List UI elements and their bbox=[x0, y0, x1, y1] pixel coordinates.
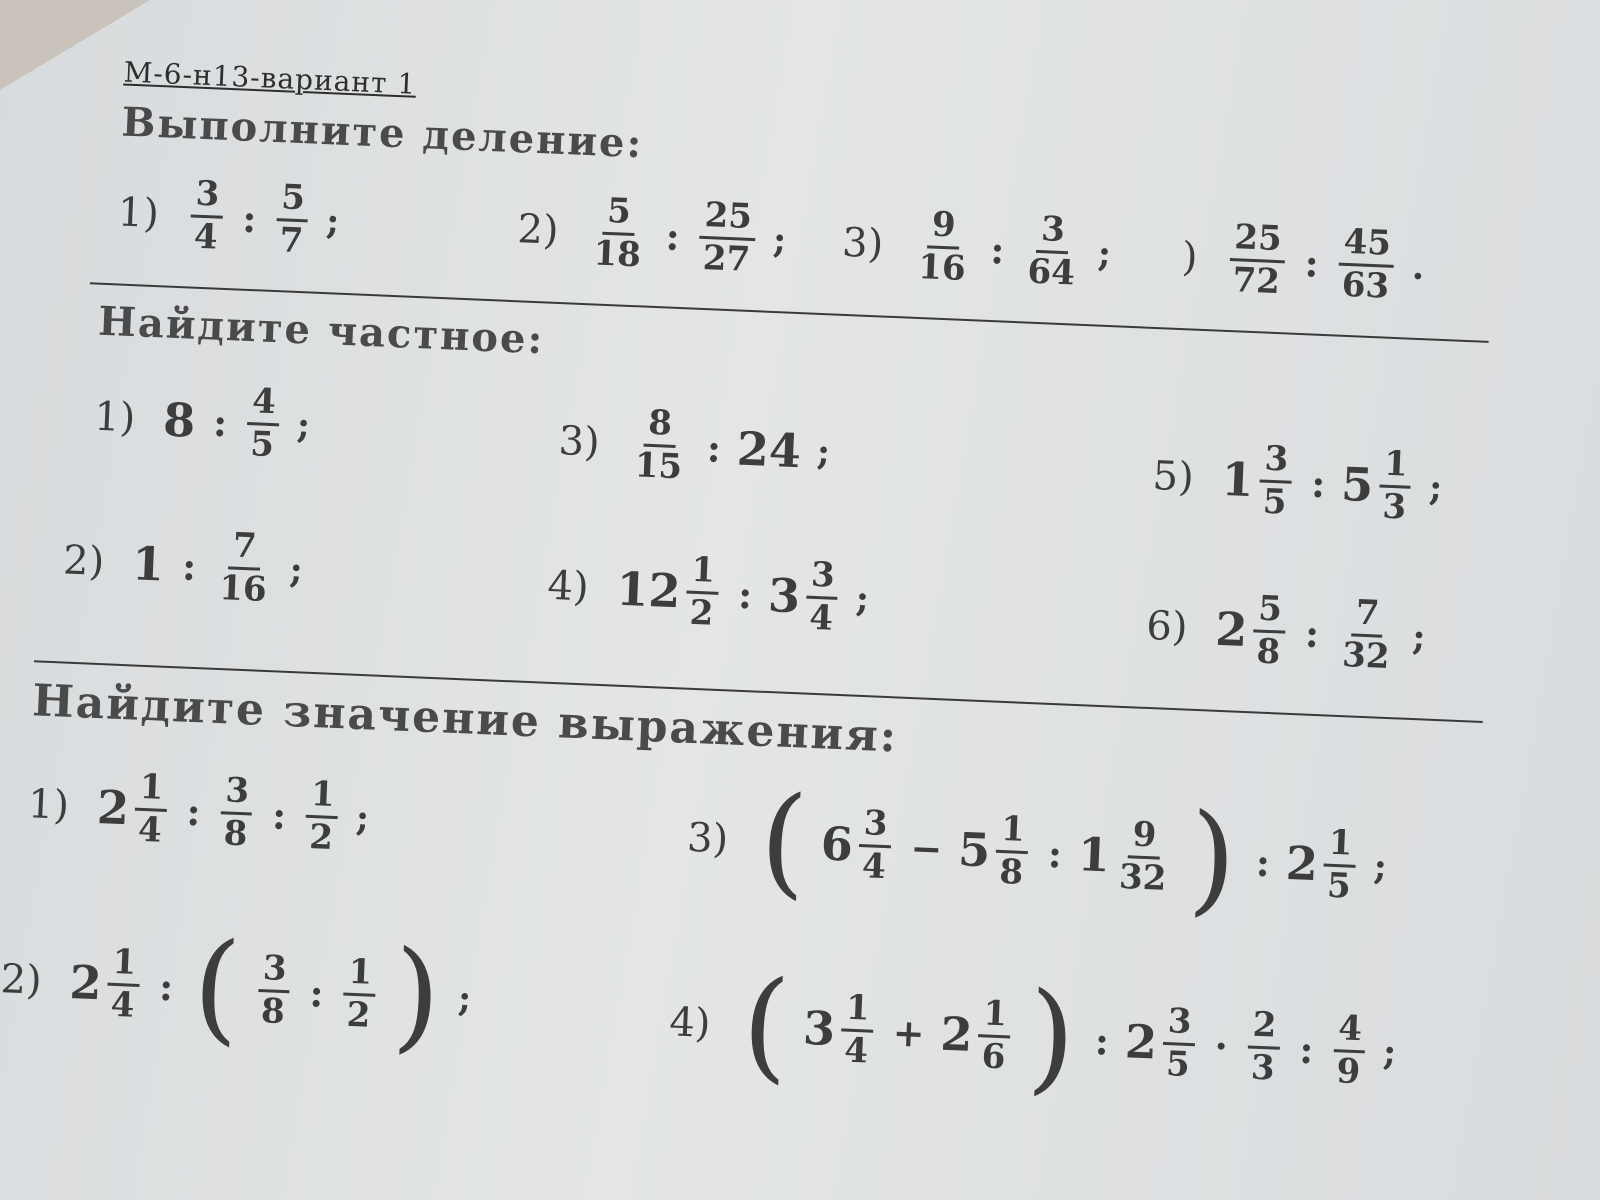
math-part: 7 bbox=[228, 528, 261, 570]
math-part: 12 bbox=[615, 561, 682, 619]
problem-number: 3) bbox=[557, 418, 601, 466]
math-part: 16 bbox=[218, 567, 268, 610]
math-part: 3 bbox=[1036, 212, 1069, 254]
mixed-number bbox=[957, 810, 1034, 891]
math-part: 16 bbox=[917, 246, 967, 289]
whole-number: 24 bbox=[735, 421, 803, 479]
mixed-number bbox=[819, 804, 896, 885]
math-part: 5 bbox=[1261, 481, 1288, 523]
mixed-number bbox=[939, 994, 1016, 1075]
math-part: 2 bbox=[1214, 601, 1249, 658]
problem-number: 3) bbox=[841, 219, 885, 268]
math-part bbox=[840, 987, 875, 1072]
math-part: 4 bbox=[137, 809, 163, 851]
math-part: 1 bbox=[1379, 447, 1412, 489]
mixed-number bbox=[1284, 824, 1361, 905]
mixed-number bbox=[615, 550, 724, 633]
operator: + bbox=[891, 1009, 926, 1056]
punctuation: . bbox=[1411, 245, 1426, 289]
operator: : bbox=[1298, 1026, 1315, 1072]
math-part: 2 bbox=[1248, 1007, 1281, 1049]
math-part: 1 bbox=[135, 770, 168, 812]
math-part: 8 bbox=[260, 990, 286, 1032]
operator: : bbox=[1303, 239, 1320, 286]
operator: : bbox=[212, 399, 229, 445]
variant-code: М-6-н13-вариант 1 bbox=[123, 55, 417, 101]
operator: : bbox=[241, 195, 258, 241]
fraction bbox=[342, 951, 377, 1036]
math-part: 2 bbox=[1123, 1014, 1159, 1070]
math-part bbox=[1322, 822, 1357, 907]
fraction bbox=[246, 381, 281, 465]
problem-number: 4) bbox=[546, 562, 590, 611]
math-part: 2 bbox=[345, 994, 372, 1036]
problem-number: 1) bbox=[27, 781, 70, 830]
math-part: 4 bbox=[861, 845, 887, 887]
problem-number: 6) bbox=[1145, 603, 1189, 651]
math-part: 2 bbox=[308, 816, 334, 858]
punctuation: ; bbox=[288, 549, 304, 592]
worksheet-content bbox=[0, 40, 1519, 1200]
quotient-problem-1 bbox=[93, 378, 312, 465]
math-part bbox=[977, 993, 1012, 1077]
math-part: 7 bbox=[1351, 595, 1384, 637]
math-part: 5 bbox=[1165, 1043, 1191, 1085]
fraction bbox=[589, 190, 648, 276]
problem-number: ) bbox=[1180, 234, 1199, 281]
math-part bbox=[805, 554, 840, 639]
math-part bbox=[1114, 814, 1173, 899]
math-part: 2 bbox=[939, 1006, 974, 1062]
math-part: 8 bbox=[998, 851, 1024, 893]
math-part: 5 bbox=[602, 194, 635, 236]
math-part: 3 bbox=[1250, 1047, 1276, 1089]
fraction bbox=[305, 774, 340, 858]
math-part: 9 bbox=[1128, 817, 1161, 859]
punctuation: ; bbox=[1382, 1031, 1398, 1074]
fraction bbox=[189, 173, 224, 258]
math-part: 4 bbox=[247, 384, 280, 426]
fraction bbox=[1246, 1004, 1281, 1089]
math-part: 9 bbox=[927, 207, 960, 249]
left-parenthesis: ( bbox=[757, 770, 810, 912]
math-part: 25 bbox=[1229, 220, 1286, 263]
expression-problem-3 bbox=[685, 770, 1390, 930]
math-part: 6 bbox=[980, 1035, 1007, 1077]
punctuation: ; bbox=[295, 404, 312, 447]
quotient-problem-6 bbox=[1145, 587, 1427, 677]
math-part: 32 bbox=[1341, 634, 1391, 677]
math-part bbox=[106, 941, 141, 1026]
punctuation: ; bbox=[354, 797, 371, 840]
math-part: 2 bbox=[688, 592, 715, 634]
quotient-problem-3 bbox=[557, 402, 832, 492]
math-part: 3 bbox=[1163, 1004, 1196, 1046]
mixed-number bbox=[802, 989, 879, 1070]
section-title-expression: Найдите значение выражения: bbox=[31, 675, 900, 763]
math-part: 63 bbox=[1341, 264, 1390, 307]
operator: · bbox=[1213, 1022, 1229, 1069]
math-part: 4 bbox=[843, 1030, 869, 1072]
fraction bbox=[256, 947, 291, 1032]
math-part: 4 bbox=[193, 216, 219, 258]
operator: : bbox=[664, 213, 681, 259]
section-title-division: Выполните деление: bbox=[120, 98, 645, 168]
math-part: 25 bbox=[700, 198, 757, 241]
punctuation: ; bbox=[1096, 232, 1112, 276]
math-part: 3 bbox=[221, 773, 254, 815]
math-part: 4 bbox=[1333, 1011, 1366, 1053]
right-parenthesis: ) bbox=[1025, 967, 1078, 1109]
mixed-number bbox=[767, 556, 844, 637]
math-part: 1 bbox=[1076, 827, 1112, 883]
division-problem-4 bbox=[1180, 218, 1426, 306]
fraction bbox=[1337, 592, 1396, 677]
operator: : bbox=[181, 543, 198, 589]
math-part: 1 bbox=[841, 990, 874, 1032]
mixed-number bbox=[1340, 445, 1417, 526]
problem-number: 2) bbox=[0, 956, 43, 1004]
whole-number: 8 bbox=[162, 392, 197, 448]
math-part: 15 bbox=[633, 444, 683, 487]
fraction bbox=[215, 525, 274, 610]
operator: : bbox=[1255, 839, 1271, 885]
math-part bbox=[1378, 443, 1413, 528]
math-part: 5 bbox=[1340, 457, 1375, 513]
math-part: 18 bbox=[592, 233, 642, 276]
operator: : bbox=[185, 788, 202, 835]
mixed-number bbox=[1076, 815, 1177, 897]
section-title-quotient: Найдите частное: bbox=[97, 297, 546, 364]
punctuation: ; bbox=[772, 219, 788, 262]
punctuation: ; bbox=[815, 431, 832, 474]
math-part: 1 bbox=[686, 553, 719, 595]
math-part bbox=[1258, 438, 1293, 523]
math-part: 5 bbox=[249, 423, 275, 465]
right-parenthesis: ) bbox=[1186, 788, 1239, 930]
quotient-problem-5 bbox=[1151, 437, 1444, 527]
fraction bbox=[698, 195, 757, 280]
problem-number: 2) bbox=[62, 537, 106, 586]
fraction bbox=[219, 770, 254, 855]
math-part bbox=[685, 549, 720, 634]
punctuation: ; bbox=[457, 977, 473, 1020]
math-part: 2 bbox=[68, 955, 103, 1011]
math-part: 2 bbox=[1284, 835, 1320, 892]
expression-problem-2 bbox=[0, 917, 474, 1067]
problem-number: 4) bbox=[668, 999, 712, 1047]
math-part: 45 bbox=[1339, 225, 1396, 268]
math-part: 3 bbox=[258, 951, 291, 993]
math-part: 3 bbox=[1381, 486, 1407, 528]
math-part: 7 bbox=[278, 219, 305, 261]
fraction bbox=[1228, 217, 1287, 302]
punctuation: ; bbox=[1372, 845, 1388, 889]
math-part: 5 bbox=[957, 822, 992, 878]
math-part: 3 bbox=[191, 177, 224, 219]
operator: : bbox=[1094, 1017, 1110, 1064]
math-part: 9 bbox=[1335, 1050, 1362, 1092]
math-part: 3 bbox=[767, 568, 802, 624]
operator: : bbox=[158, 963, 175, 1009]
problem-number: 2) bbox=[516, 206, 560, 255]
math-part: 2 bbox=[95, 780, 131, 836]
math-part bbox=[1252, 588, 1287, 673]
fraction bbox=[275, 177, 310, 261]
left-parenthesis: ( bbox=[739, 955, 793, 1097]
operator: : bbox=[1310, 460, 1327, 506]
math-part: 4 bbox=[109, 984, 136, 1026]
math-part: 32 bbox=[1118, 856, 1168, 899]
quotient-problem-4 bbox=[546, 547, 871, 639]
operator: : bbox=[1047, 830, 1063, 876]
operator: : bbox=[705, 424, 722, 471]
math-part: 8 bbox=[222, 813, 249, 855]
fraction bbox=[1332, 1008, 1367, 1092]
division-problem-3 bbox=[841, 204, 1113, 294]
problem-number: 1) bbox=[93, 393, 137, 442]
expression-problem-4 bbox=[667, 955, 1399, 1112]
punctuation: ; bbox=[854, 577, 870, 621]
operator: : bbox=[737, 571, 754, 617]
operator: : bbox=[989, 226, 1006, 273]
math-part: 8 bbox=[1255, 631, 1282, 673]
math-part bbox=[995, 808, 1030, 893]
problem-number: 5) bbox=[1151, 453, 1195, 501]
mixed-number bbox=[1220, 440, 1297, 521]
operator: : bbox=[271, 792, 288, 838]
fraction bbox=[1023, 211, 1082, 292]
operator: : bbox=[1304, 610, 1321, 656]
math-part: 3 bbox=[1260, 441, 1293, 483]
division-problem-2 bbox=[516, 190, 788, 280]
math-part: 1 bbox=[996, 812, 1029, 854]
fraction bbox=[1337, 221, 1396, 307]
punctuation: ; bbox=[1428, 466, 1444, 510]
math-part: 5 bbox=[1253, 591, 1286, 633]
mixed-number bbox=[68, 943, 145, 1024]
left-parenthesis: ( bbox=[190, 917, 243, 1059]
operator: : bbox=[308, 969, 325, 1016]
math-part: 5 bbox=[276, 180, 309, 222]
right-parenthesis: ) bbox=[390, 925, 443, 1067]
math-part: 5 bbox=[1326, 865, 1352, 907]
math-part: 4 bbox=[808, 597, 834, 639]
math-part: 8 bbox=[643, 406, 676, 448]
punctuation: ; bbox=[325, 200, 341, 243]
math-part bbox=[857, 803, 892, 887]
division-problem-1 bbox=[116, 173, 341, 261]
math-part bbox=[133, 766, 168, 851]
math-part: 27 bbox=[702, 237, 752, 280]
whole-number: 1 bbox=[131, 536, 166, 592]
math-part: 64 bbox=[1026, 251, 1076, 294]
mixed-number bbox=[1214, 590, 1291, 671]
problem-number: 1) bbox=[116, 189, 160, 238]
operator: − bbox=[909, 824, 944, 871]
math-part: 3 bbox=[859, 806, 892, 848]
fraction bbox=[630, 402, 689, 487]
math-part: 1 bbox=[1220, 452, 1255, 508]
math-part: 1 bbox=[979, 996, 1012, 1038]
mixed-number bbox=[1123, 1002, 1200, 1083]
math-part: 3 bbox=[806, 558, 839, 600]
fraction bbox=[914, 204, 973, 289]
math-part: 3 bbox=[802, 1000, 837, 1057]
punctuation: ; bbox=[1411, 616, 1427, 659]
math-part: 6 bbox=[819, 816, 855, 872]
math-part: 1 bbox=[108, 945, 141, 987]
problem-number: 3) bbox=[686, 814, 730, 863]
quotient-problem-2 bbox=[62, 521, 305, 609]
math-part bbox=[1161, 1000, 1196, 1085]
math-part: 1 bbox=[344, 954, 377, 996]
math-part: 72 bbox=[1231, 259, 1281, 302]
mixed-number bbox=[95, 768, 172, 849]
expression-problem-1 bbox=[26, 765, 370, 858]
math-part: 1 bbox=[1324, 825, 1357, 867]
math-part: 1 bbox=[306, 777, 339, 819]
